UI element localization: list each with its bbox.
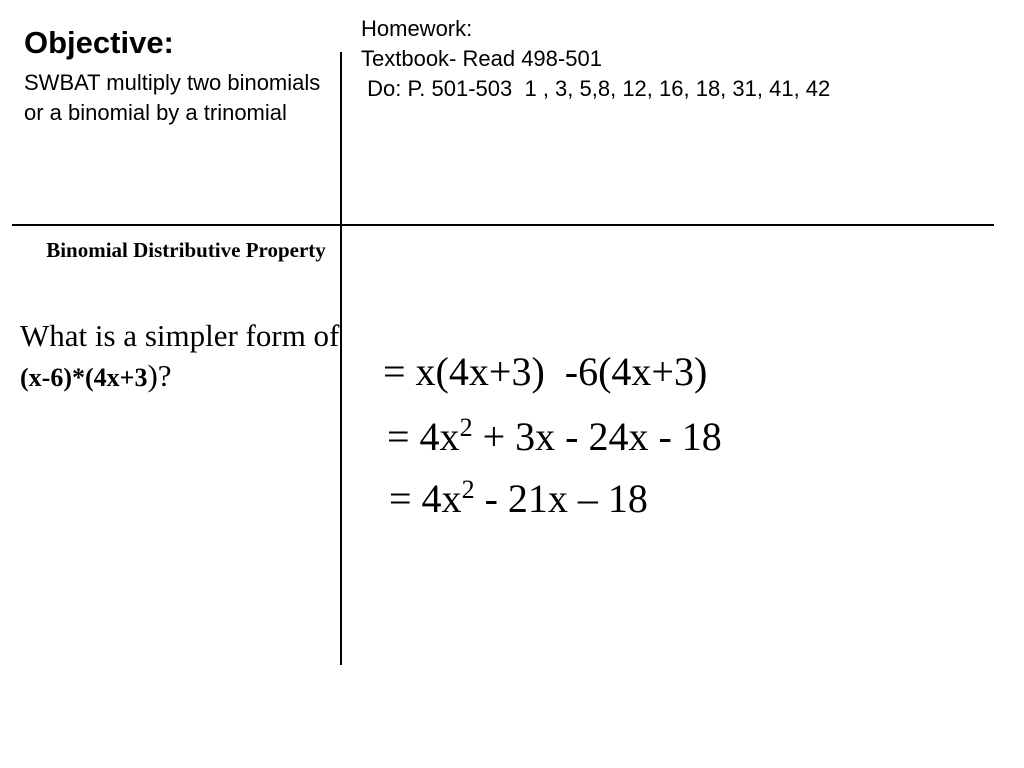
homework-label: Homework: <box>361 16 473 41</box>
objective-text: SWBAT multiply two binomials or a binomial by a trinomial <box>24 70 321 125</box>
homework-problems: Do: P. 501-503 1 , 3, 5,8, 12, 16, 18, 31, 41, 42 <box>361 76 831 101</box>
objective-title: Objective: <box>24 25 174 60</box>
solution-step-3 <box>389 474 648 524</box>
question-text <box>20 316 340 398</box>
step3-rest: - 21x – 18 <box>474 476 648 521</box>
step2-exponent: 2 <box>459 413 473 442</box>
step2-rest: + 3x - 24x - 18 <box>472 414 722 459</box>
step3-lead: = 4x <box>389 476 462 521</box>
homework-reading: Textbook- Read 498-501 <box>361 46 602 71</box>
question-expression: (x-6)*(4x+3 <box>20 363 148 392</box>
vertical-divider <box>340 52 342 665</box>
step3-exponent: 2 <box>461 475 475 504</box>
question-prefix: What is a simpler form of <box>20 318 340 353</box>
section-heading: Binomial Distributive Property <box>46 238 326 262</box>
solution-step-1: = x(4x+3) -6(4x+3) <box>383 349 708 394</box>
solution-step-2 <box>387 412 722 462</box>
horizontal-divider <box>12 224 994 226</box>
step2-lead: = 4x <box>387 414 460 459</box>
question-suffix: )? <box>147 358 172 393</box>
homework-block <box>361 14 830 104</box>
